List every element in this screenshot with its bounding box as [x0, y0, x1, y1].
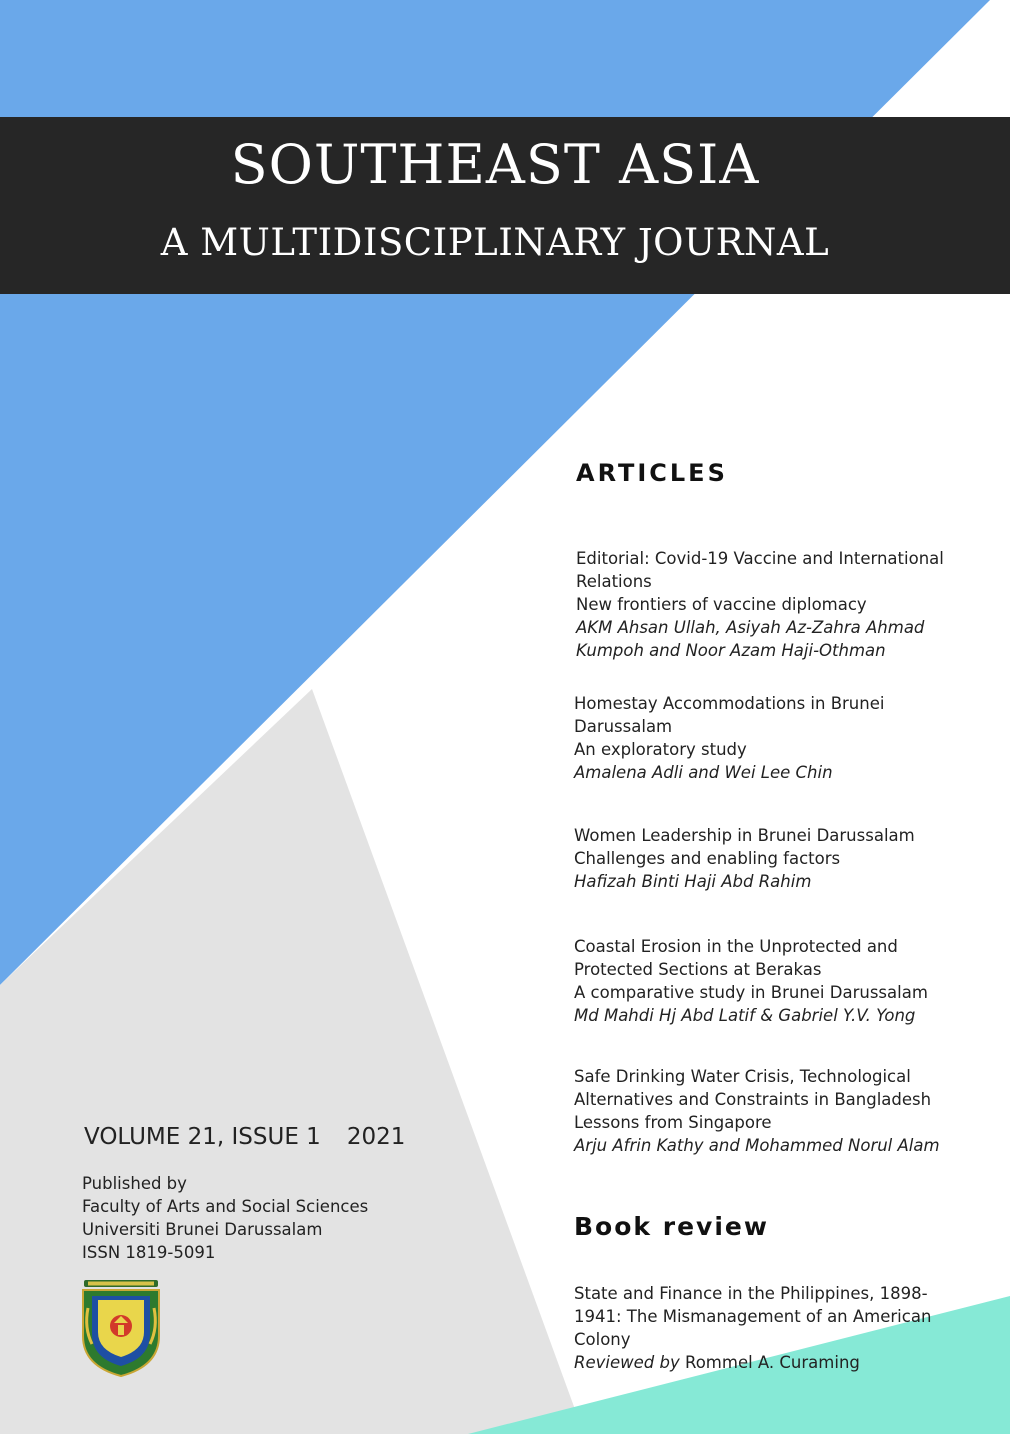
- article-2: [574, 692, 994, 784]
- article-title-line: Editorial: Covid-19 Vaccine and International: [576, 549, 944, 568]
- article-subtitle: A comparative study in Brunei Darussalam: [574, 983, 928, 1002]
- article-title-line: Safe Drinking Water Crisis, Technological: [574, 1067, 911, 1086]
- issue-year: 2021: [346, 1124, 406, 1150]
- published-by-label: Published by: [82, 1174, 187, 1193]
- book-review: [574, 1282, 994, 1374]
- journal-subtitle: A MULTIDISCIPLINARY JOURNAL: [160, 221, 830, 264]
- article-title-line: Darussalam: [574, 717, 673, 736]
- article-subtitle: An exploratory study: [574, 740, 747, 759]
- article-title-line: Alternatives and Constraints in Bangladesh: [574, 1090, 932, 1109]
- reviewer-name: Rommel A. Curaming: [684, 1353, 860, 1372]
- article-5: [574, 1065, 994, 1157]
- article-authors: Hafizah Binti Haji Abd Rahim: [574, 872, 812, 891]
- issue-info: [84, 1124, 405, 1150]
- article-title-line: Protected Sections at Berakas: [574, 960, 822, 979]
- article-1: [576, 547, 996, 662]
- article-subtitle: New frontiers of vaccine diplomacy: [576, 595, 867, 614]
- book-title-line: Colony: [574, 1330, 631, 1349]
- article-subtitle: Challenges and enabling factors: [574, 849, 841, 868]
- article-authors: Md Mahdi Hj Abd Latif & Gabriel Y.V. Yong: [574, 1006, 916, 1025]
- article-authors: Arju Afrin Kathy and Mohammed Norul Alam: [574, 1136, 940, 1155]
- title-banner: [0, 117, 1010, 294]
- publisher-info: [82, 1172, 368, 1264]
- article-title-line: Relations: [576, 572, 652, 591]
- article-title-line: Homestay Accommodations in Brunei: [574, 694, 885, 713]
- ubd-crest-icon: [78, 1278, 164, 1378]
- article-authors: Amalena Adli and Wei Lee Chin: [574, 763, 833, 782]
- articles-heading: ARTICLES: [576, 459, 728, 487]
- book-reviewer-line: [574, 1351, 994, 1374]
- book-title-line: 1941: The Mismanagement of an American: [574, 1307, 932, 1326]
- book-title-line: State and Finance in the Philippines, 1898-: [574, 1284, 928, 1303]
- faculty-name: Faculty of Arts and Social Sciences: [82, 1197, 369, 1216]
- article-subtitle: Lessons from Singapore: [574, 1113, 772, 1132]
- article-3: [574, 824, 994, 893]
- university-name: Universiti Brunei Darussalam: [82, 1220, 323, 1239]
- article-title-line: Coastal Erosion in the Unprotected and: [574, 937, 898, 956]
- article-title-line: Women Leadership in Brunei Darussalam: [574, 826, 915, 845]
- issn: ISSN 1819-5091: [82, 1243, 216, 1262]
- article-authors: Kumpoh and Noor Azam Haji-Othman: [576, 641, 886, 660]
- volume-issue: VOLUME 21, ISSUE 1: [84, 1124, 321, 1150]
- reviewed-by-label: Reviewed by: [574, 1353, 680, 1372]
- article-4: [574, 935, 994, 1027]
- article-authors: AKM Ahsan Ullah, Asiyah Az-Zahra Ahmad: [576, 618, 925, 637]
- journal-title: SOUTHEAST ASIA: [230, 133, 760, 196]
- book-review-heading: Book review: [574, 1212, 769, 1241]
